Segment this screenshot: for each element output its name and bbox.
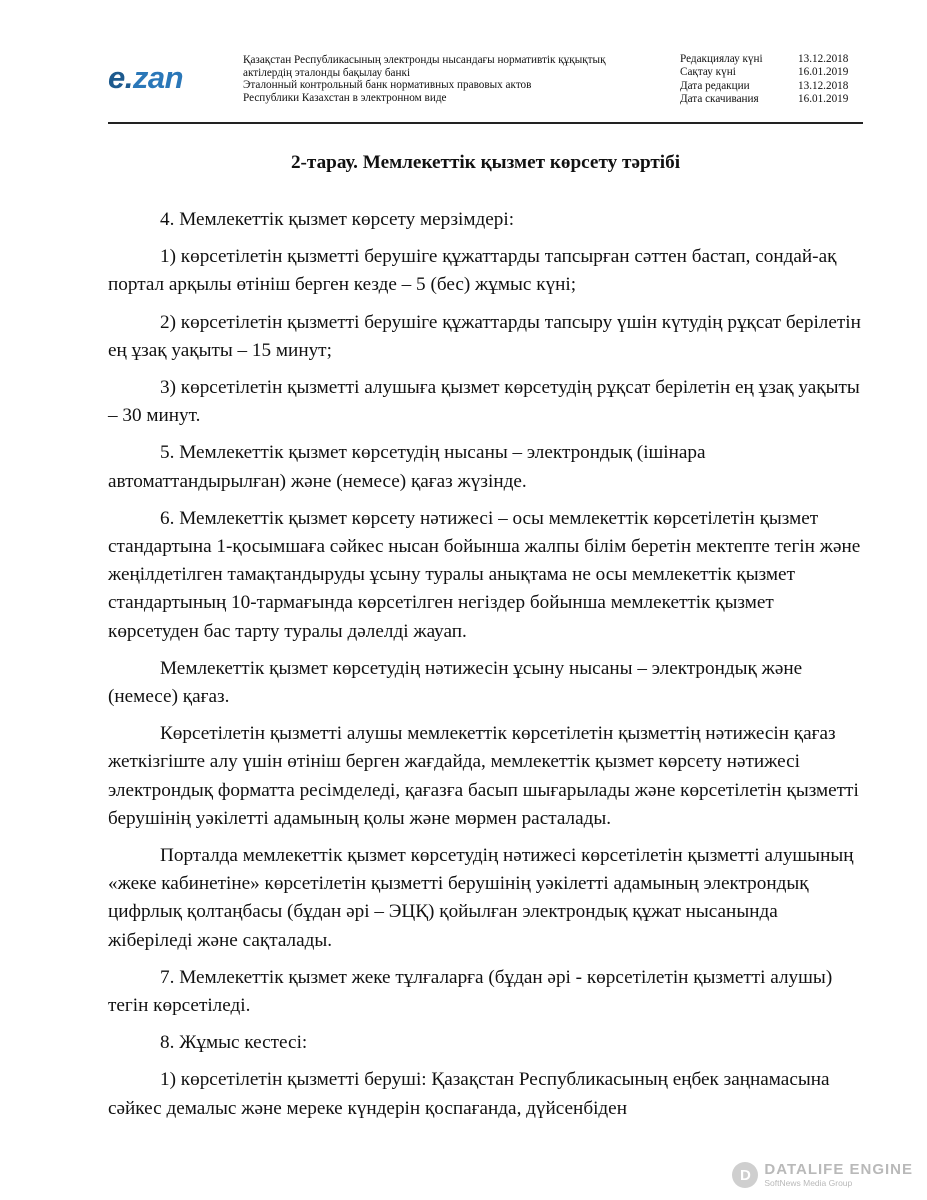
paragraph: 1) көрсетілетін қызметті берушіге құжаттарды тапсырған сәттен бастап, сондай-ақ портал арқылы өтініш берген кезде – 5 (бес) жұмыс күні; <box>108 246 837 296</box>
watermark-name: DATALIFE ENGINE <box>764 1161 913 1179</box>
paragraph: 5. Мемлекеттік қызмет көрсетудің нысаны – электрондық (ішінара автоматтандырылған) және (немесе) қағаз жүзінде. <box>108 442 706 492</box>
paragraph: Порталда мемлекеттік қызмет көрсетудің нәтижесі көрсетілетін қызметті алушының «жеке кабинетіне» көрсетілетін қызметті берушінің уәкілетті адамының электрондық цифрлық қолтаңбасы (бұдан әрі – ЭЦҚ) қойылған электрондық құжат нысанында жіберіледі және сақталады. <box>108 845 854 951</box>
meta-value: 13.12.2018 <box>798 53 849 65</box>
watermark-subtitle: SoftNews Media Group <box>764 1178 853 1189</box>
paragraph: Көрсетілетін қызметті алушы мемлекеттік көрсетілетін қызметтің нәтижесін қағаз жеткізгіште алу үшін өтініш берген жағдайда, мемлекеттік қызмет көрсету нәтижесі электрондық форматта ресімделеді, қағазға басып шығарылады және көрсетілетін қызметті берушінің уәкілетті адамының қолы және мөрмен расталады. <box>108 723 859 829</box>
ezan-logo[interactable] <box>108 60 183 96</box>
meta-row-edit-date-ru <box>680 80 870 93</box>
paragraph: 8. Жұмыс кестесі: <box>160 1032 308 1054</box>
meta-row-edit-date-kz <box>680 53 870 66</box>
logo-word: zan <box>132 60 184 95</box>
document-header <box>108 52 863 124</box>
meta-value: 13.12.2018 <box>798 79 849 92</box>
datalife-engine-watermark <box>732 1162 913 1188</box>
bank-description-line: Қазақстан Республикасының электронды нысандағы нормативтік құқықтық <box>243 54 606 66</box>
bank-description-line: Республики Казахстан в электронном виде <box>243 91 447 104</box>
bank-description-line: актілердің эталонды бақылау банкі <box>243 66 411 79</box>
paragraph: 2) көрсетілетін қызметті берушіге құжаттарды тапсыру үшін күтудің рұқсат берілетін ең ұзақ уақыты – 15 минут; <box>108 311 861 361</box>
meta-value: 16.01.2019 <box>798 66 849 79</box>
meta-row-download-date-ru <box>680 93 870 106</box>
logo-dot: . <box>124 60 133 95</box>
paragraph: Мемлекеттік қызмет көрсетудің нәтижесін ұсыну нысаны – электрондық және (немесе) қағаз. <box>108 657 803 708</box>
paragraph: 7. Мемлекеттік қызмет жеке тұлғаларға (бұдан әрі - көрсетілетін қызметті алушы) тегін көрсетіледі. <box>108 966 833 1017</box>
logo-letter-e: e <box>108 60 125 95</box>
bank-description-line: Эталонный контрольный банк нормативных правовых актов <box>243 79 532 92</box>
datalife-logo-icon: D <box>732 1162 758 1188</box>
paragraph: 4. Мемлекеттік қызмет көрсету мерзімдері: <box>160 209 515 230</box>
paragraph: 1) көрсетілетін қызметті беруші: Қазақстан Республикасының еңбек заңнамасына сәйкес демалыс және мереке күндерін қоспағанда, дүйсенбіден <box>108 1069 830 1119</box>
document-dates <box>680 53 870 107</box>
bank-description <box>243 54 663 104</box>
meta-value: 16.01.2019 <box>798 93 849 106</box>
meta-label: Редакциялау күні <box>680 53 763 65</box>
paragraph: 3) көрсетілетін қызметті алушыға қызмет көрсетудің рұқсат берілетін ең ұзақ уақыты – 30 минут. <box>108 377 860 427</box>
chapter-title: 2-тарау. Мемлекеттік қызмет көрсету тәртібі <box>290 152 681 173</box>
watermark-text <box>764 1162 913 1188</box>
meta-row-save-date-kz <box>680 66 870 79</box>
meta-label: Дата скачивания <box>680 93 759 106</box>
paragraph: 6. Мемлекеттік қызмет көрсету нәтижесі – осы мемлекеттік көрсетілетін қызмет стандартына 1-қосымшаға сәйкес нысан бойынша жалпы білім беретін мектепте тегін және жеңілдетілген тамақтандыруды ұсыну туралы анықтама не осы мемлекеттік қызмет стандартының 10-тармағында көрсетілген негіздер бойынша мемлекеттік қызмет көрсетуден бас тарту туралы дәлелді жауап. <box>108 507 861 642</box>
meta-label: Дата редакции <box>680 79 750 92</box>
meta-label: Сақтау күні <box>680 66 736 79</box>
document-body <box>108 206 863 1132</box>
